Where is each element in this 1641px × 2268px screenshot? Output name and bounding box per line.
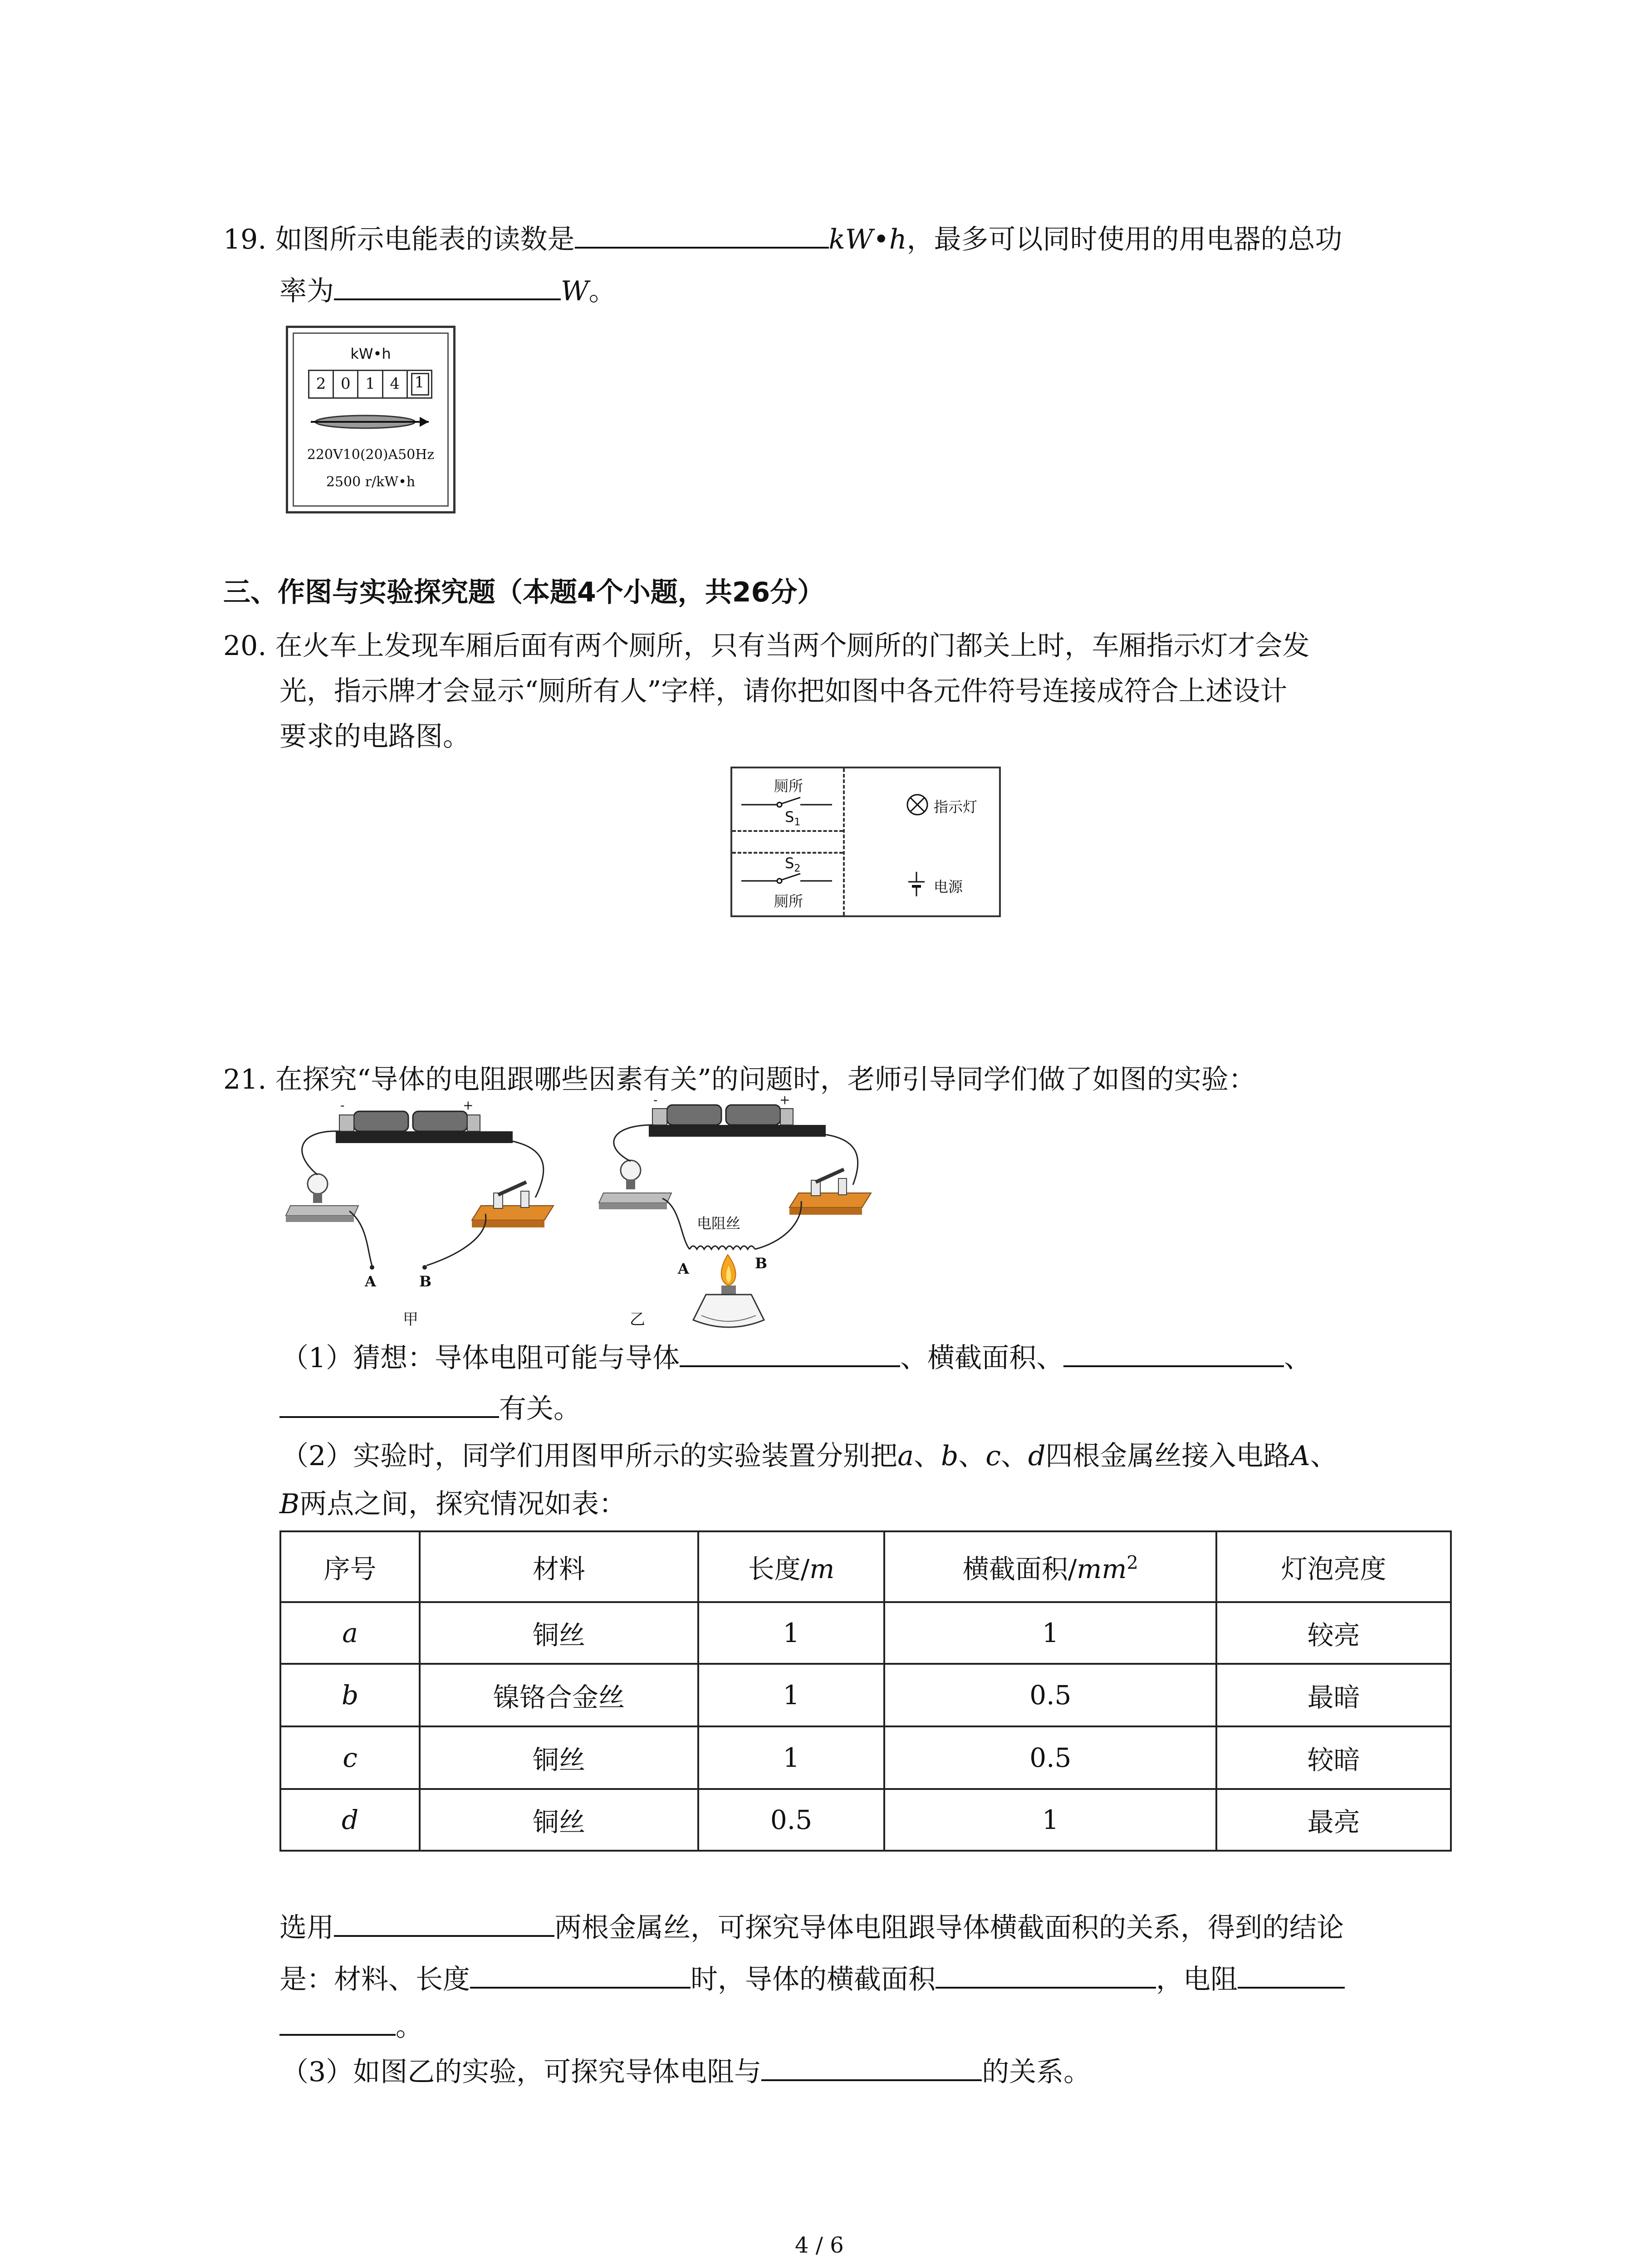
q21-part1-end: 、 [1284,1342,1312,1374]
q20-line3: 要求的电路图。 [279,721,470,753]
answer-blank-factor1[interactable] [680,1338,900,1367]
power-source-label: 电源 [934,878,963,895]
indicator-lamp-icon[interactable] [905,792,930,817]
answer-blank-power[interactable] [334,271,561,300]
battery-plus: + [463,1098,474,1113]
switch-s2-label: $S_2$ [785,855,801,875]
meter-digit: 0 [334,370,358,399]
q21-conclusion-line1: 选用 两根金属丝，可探究导体电阻跟导体横截面积的关系，得到的结论 [279,1908,1344,1946]
meter-unit-label: kW•h [350,345,391,362]
answer-blank-condition[interactable] [470,1960,691,1989]
q19-line2-prefix: 率为 [279,275,334,307]
meter-digit: 2 [308,370,334,399]
terminal-a-jia: A [365,1273,376,1290]
apparatus-yi [599,1092,871,1329]
answer-blank-area-change[interactable] [936,1960,1156,1989]
q21-part1-line1 [281,1338,1311,1376]
page-number: 4 / 6 [795,2233,844,2258]
electric-meter-figure [286,326,456,513]
battery-minus-yi: - [653,1092,658,1107]
meter-digits [308,370,432,399]
section-title: 三、作图与实验探究题（本题4个小题，共26分） [223,577,825,608]
figure-caption-jia: 甲 [403,1310,418,1329]
q21-part1-mid: 、横截面积、 [900,1342,1064,1374]
table-header-cell: 序号 [280,1531,420,1602]
toilet-circuit-diagram[interactable] [730,767,1001,917]
q19-text-suffix: ，最多可以同时使用的用电器的总功 [906,224,1342,255]
answer-blank-factor2[interactable] [1063,1338,1284,1367]
q21-part1-line2 [279,1389,581,1427]
table-row: c 铜丝 1 0.5 较暗 [280,1726,1451,1789]
meter-digit-last: 1 [408,370,432,399]
battery-minus: - [340,1098,345,1113]
q21-part2-line1: （2）实验时，同学们用图甲所示的实验装置分别把a、b、c、d四根金属丝接入电路A、 [281,1440,1337,1472]
table-row: b 镍铬合金丝 1 0.5 最暗 [280,1664,1451,1726]
table-row: d 铜丝 0.5 1 最亮 [280,1789,1451,1851]
table-header-row [280,1531,1451,1602]
q19-line2 [279,271,616,309]
alcohol-lamp-icon [693,1295,764,1327]
q19-unit-kwh: kW•h [828,224,907,255]
answer-blank-factor3[interactable] [279,1389,499,1418]
q21-part1-suffix: 有关。 [499,1393,581,1425]
q19-line1 [223,220,1342,258]
battery-plus-yi: + [779,1092,790,1107]
terminal-a-yi: A [678,1260,689,1277]
q20-line2: 光，指示牌才会显示“厕所有人”字样，请你把如图中各元件符号连接成符合上述设计 [279,675,1288,707]
q21-part3-line: （3）如图乙的实验，可探究导体电阻与 的关系。 [281,2052,1091,2090]
answer-blank-reading[interactable] [575,220,829,249]
wire-data-table [279,1530,1452,1852]
table-header-cell: 材料 [420,1531,698,1602]
table-header-cell: 长度/m [698,1531,885,1602]
answer-blank-resistance[interactable] [1238,1960,1345,1989]
q19-unit-w: W [561,275,589,307]
meter-digit: 4 [383,370,408,399]
resistance-wire-label: 电阻丝 [697,1215,741,1232]
figure-caption-yi: 乙 [630,1310,645,1329]
resistance-experiment-figure [281,1092,889,1338]
answer-blank-resistance-cont[interactable] [279,2007,396,2036]
meter-spec-revs: 2500 r/kW•h [326,474,416,490]
q20-line1: 20. 在火车上发现车厢后面有两个厕所，只有当两个厕所的门都关上时，车厢指示灯才会发 [223,630,1310,662]
answer-blank-wires[interactable] [334,1908,554,1937]
switch-s2-icon[interactable] [741,870,832,888]
switch-s1-label: $S_1$ [785,808,801,828]
q19-text-prefix: 19. 如图所示电能表的读数是 [223,224,575,255]
table-header-cell: 横截面积$/mm^2$ [884,1531,1216,1602]
apparatus-jia [286,1098,554,1329]
q21-line1: 21. 在探究“导体的电阻跟哪些因素有关”的问题时，老师引导同学们做了如图的实验： [223,1064,1256,1095]
answer-blank-temperature[interactable] [761,2052,982,2081]
q19-line2-suffix: 。 [588,275,616,307]
switch-s1-caption: 厕所 [774,777,803,795]
q21-conclusion-line2: 是：材料、长度 时，导体的横截面积 ，电阻 [279,1960,1345,1998]
q21-part2-line2: B两点之间，探究情况如表： [279,1488,627,1520]
terminal-b-yi: B [755,1255,768,1272]
switch-s2-caption: 厕所 [774,893,803,910]
q21-part1-prefix: （1）猜想：导体电阻可能与导体 [281,1342,680,1374]
power-source-icon[interactable] [906,868,926,900]
table-row: a 铜丝 1 1 较亮 [280,1602,1451,1664]
indicator-lamp-label: 指示灯 [934,798,978,816]
meter-rotor-disc-icon [306,406,438,438]
terminal-b-jia: B [419,1273,432,1290]
meter-digit: 1 [358,370,383,399]
q21-conclusion-line3: 。 [279,2007,423,2045]
table-header-cell: 灯泡亮度 [1216,1531,1451,1602]
meter-spec-voltage: 220V10(20)A50Hz [307,447,435,463]
